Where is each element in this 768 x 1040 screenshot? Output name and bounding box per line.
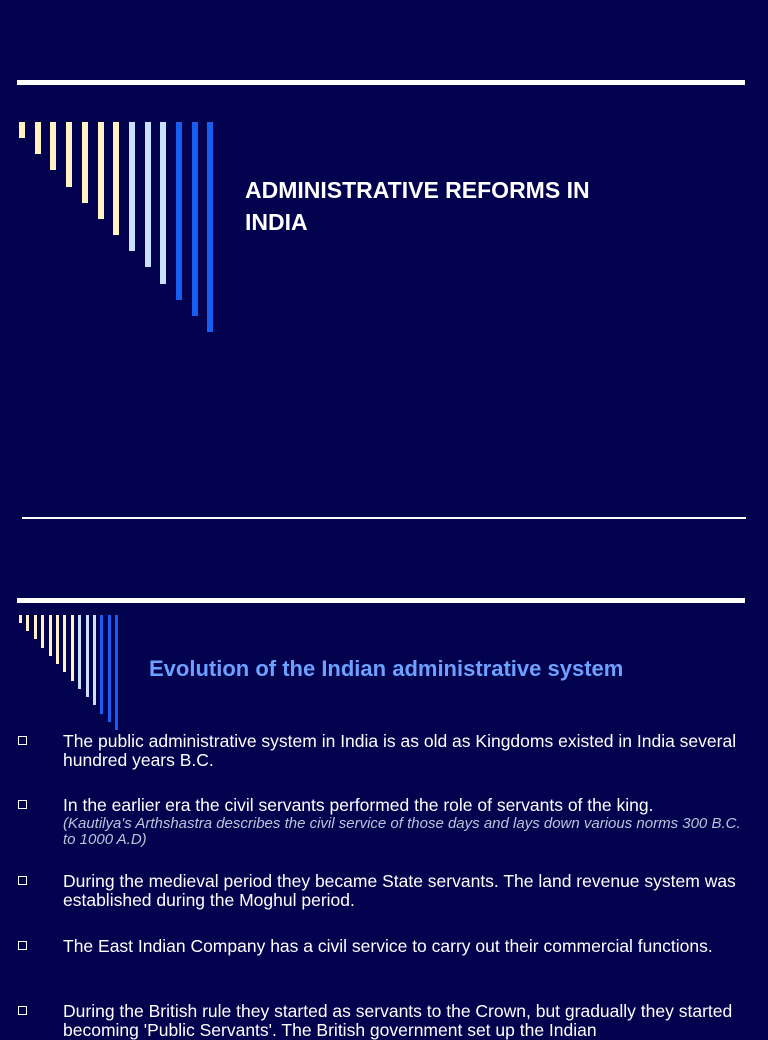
bullet-main-text: The East Indian Company has a civil service to carry out their commercial functions. bbox=[63, 936, 713, 956]
decorative-bar bbox=[160, 122, 166, 284]
decorative-bar bbox=[66, 122, 72, 187]
bullet-main-text: The public administrative system in India is as old as Kingdoms existed in India several hundred years B.C. bbox=[63, 731, 737, 770]
decorative-bar bbox=[129, 122, 135, 251]
decorative-bar bbox=[63, 615, 66, 672]
bullet-text bbox=[63, 1002, 743, 1040]
square-bullet-icon bbox=[18, 800, 27, 809]
top-rule bbox=[17, 80, 745, 85]
bullet-main-text: In the earlier era the civil servants performed the role of servants of the king. bbox=[63, 795, 654, 815]
decorative-bar bbox=[98, 122, 104, 219]
decorative-bar bbox=[145, 122, 151, 267]
decorative-bar bbox=[19, 615, 22, 623]
bullet-note: (Kautilya's Arthshastra describes the civil service of those days and lays down various norms 300 B.C. to 1000 A.D) bbox=[63, 815, 741, 848]
decorative-bar bbox=[41, 615, 44, 648]
decorative-bar bbox=[34, 615, 37, 639]
decorative-bar bbox=[100, 615, 103, 714]
bullet-main-text: During the British rule they started as servants to the Crown, but gradually they started becoming 'Public Servants'. The British government set up the Indian bbox=[63, 1001, 733, 1040]
decorative-bar bbox=[26, 615, 29, 631]
decorative-bar bbox=[207, 122, 213, 332]
slide-title bbox=[245, 174, 715, 238]
decorative-bar bbox=[115, 615, 118, 730]
decorative-bar bbox=[86, 615, 89, 697]
decorative-bar bbox=[176, 122, 182, 300]
square-bullet-icon bbox=[18, 941, 27, 950]
title-line-2: INDIA bbox=[245, 209, 308, 235]
decorative-bar bbox=[19, 122, 25, 138]
bullet-main-text: During the medieval period they became State servants. The land revenue system was established during the Moghul period. bbox=[63, 871, 736, 910]
slide-heading: Evolution of the Indian administrative system bbox=[149, 656, 624, 681]
content-slide bbox=[0, 520, 768, 1040]
decorative-bar bbox=[192, 122, 198, 316]
square-bullet-icon bbox=[18, 876, 27, 885]
decorative-bar bbox=[78, 615, 81, 689]
decorative-bar bbox=[93, 615, 96, 705]
top-rule bbox=[17, 598, 745, 603]
decorative-bar bbox=[82, 122, 88, 203]
square-bullet-icon bbox=[18, 1006, 27, 1015]
decorative-bar bbox=[108, 615, 111, 722]
decorative-bar bbox=[35, 122, 41, 154]
slide-divider bbox=[22, 517, 746, 519]
bullet-text bbox=[63, 732, 743, 770]
decorative-bar bbox=[56, 615, 59, 664]
title-slide bbox=[0, 0, 768, 518]
bullet-text bbox=[63, 872, 743, 910]
bullet-text bbox=[63, 796, 743, 848]
decorative-bar bbox=[113, 122, 119, 235]
bullet-text bbox=[63, 937, 743, 956]
square-bullet-icon bbox=[18, 736, 27, 745]
decorative-bar bbox=[50, 122, 56, 170]
title-line-1: ADMINISTRATIVE REFORMS IN bbox=[245, 177, 590, 203]
decorative-bar bbox=[71, 615, 74, 681]
decorative-bar bbox=[49, 615, 52, 656]
